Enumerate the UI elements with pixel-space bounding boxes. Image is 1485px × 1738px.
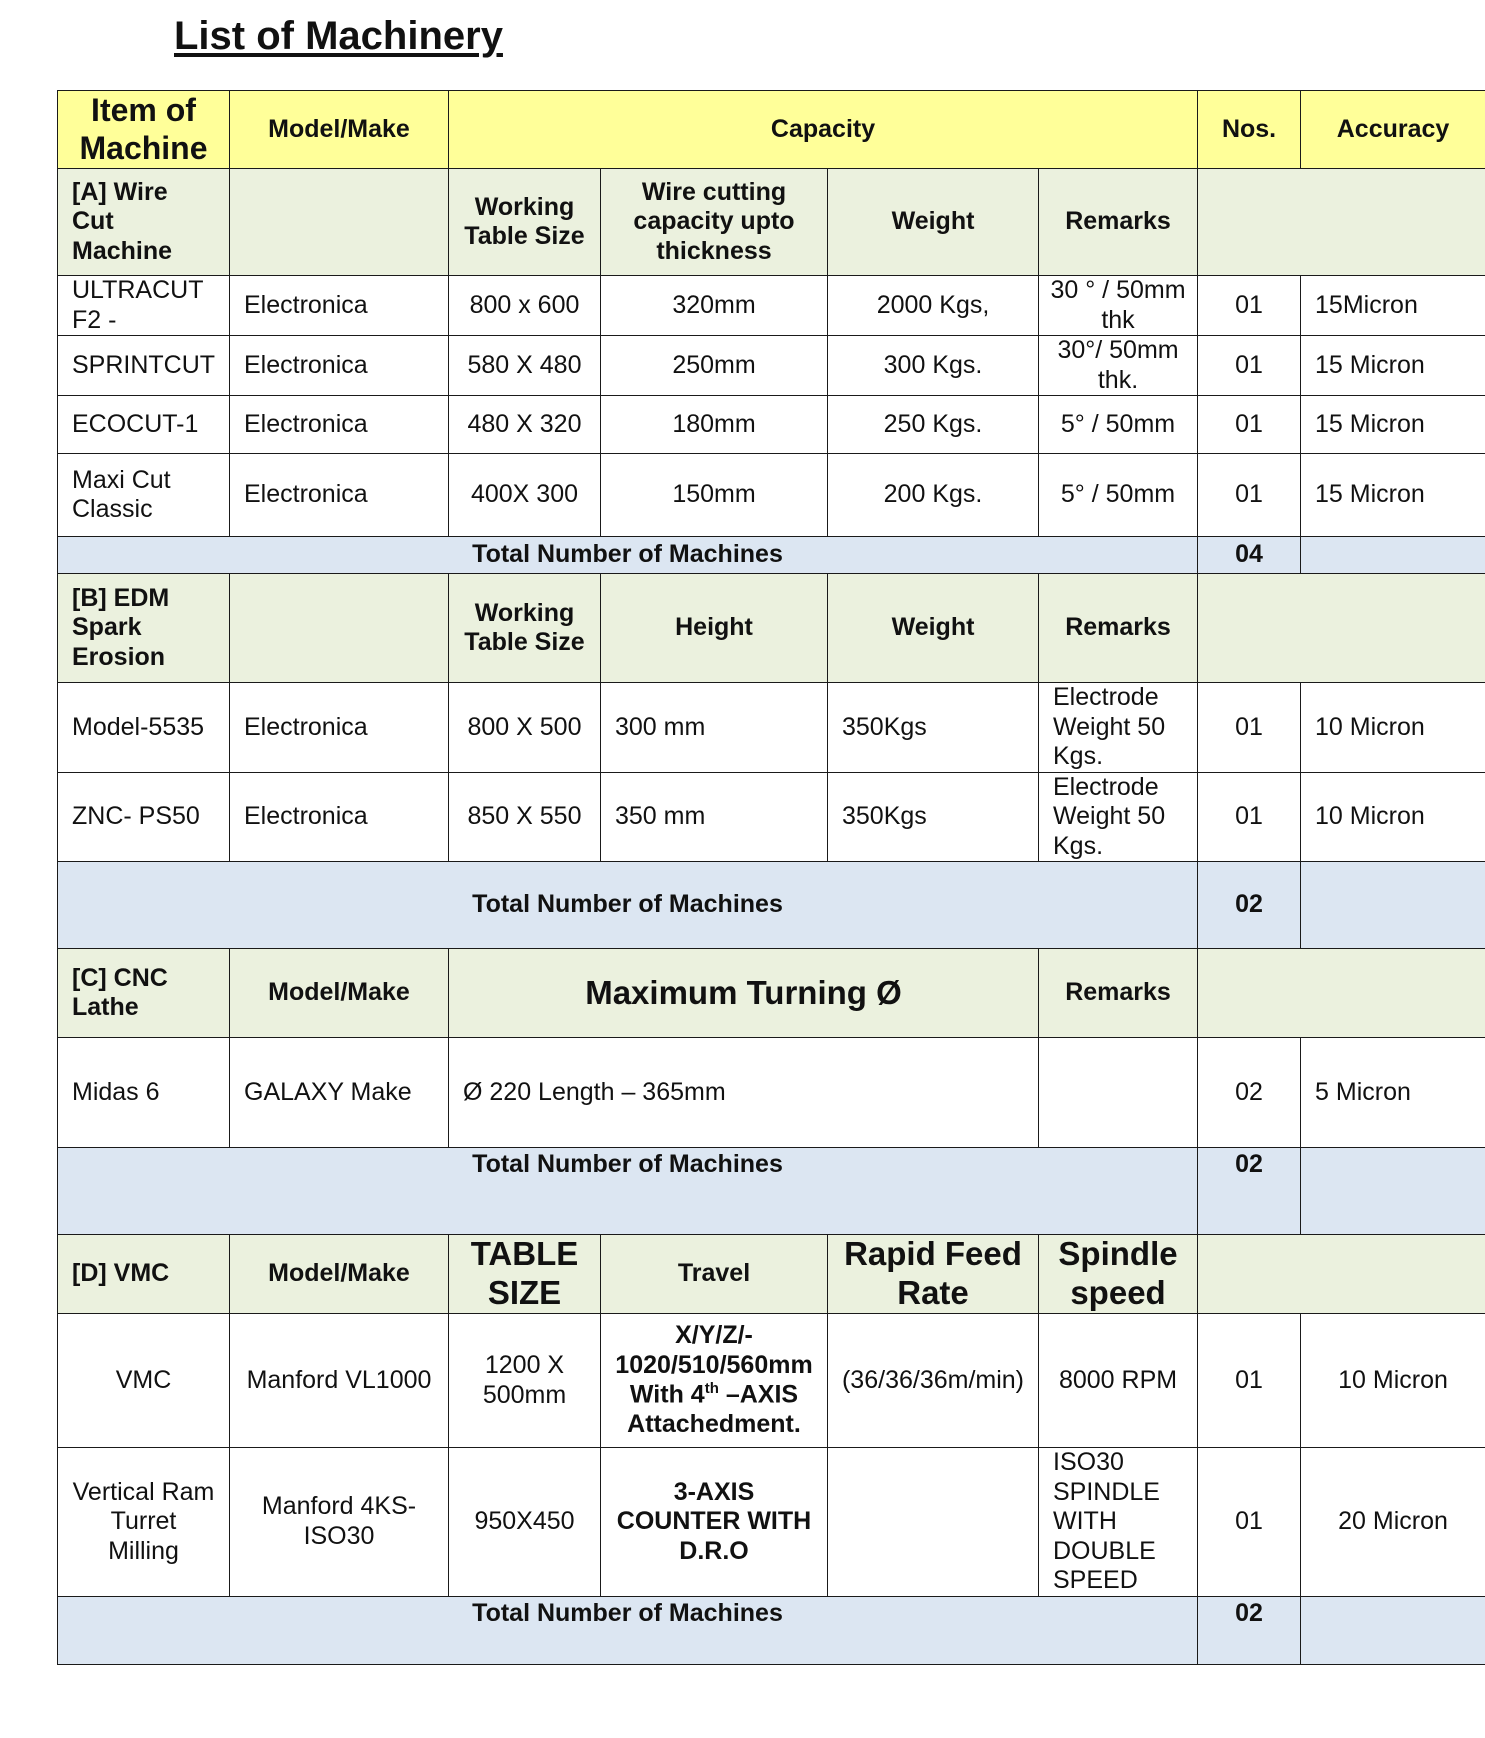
d1-travel-sup: th: [704, 1380, 719, 1398]
section-a-total: 04: [1198, 537, 1301, 574]
section-c-blank-right: [1198, 949, 1485, 1038]
d1-model: Manford VL1000: [230, 1314, 449, 1448]
section-d-total-row: [58, 1596, 1485, 1664]
d1-item: VMC: [58, 1314, 230, 1448]
a1-acc: 15Micron: [1301, 276, 1485, 336]
a2-weight: 300 Kgs.: [828, 336, 1039, 396]
a3-acc: 15 Micron: [1301, 396, 1485, 454]
a3-item: ECOCUT-1: [58, 396, 230, 454]
a2-model: Electronica: [230, 336, 449, 396]
section-c-name: [C] CNC Lathe: [58, 949, 230, 1038]
section-b-header: [58, 574, 1485, 683]
section-d-travel: Travel: [601, 1235, 828, 1314]
c1-model: GALAXY Make: [230, 1038, 449, 1148]
d1-rapid: (36/36/36m/min): [828, 1314, 1039, 1448]
a3-model: Electronica: [230, 396, 449, 454]
b2-model: Electronica: [230, 772, 449, 862]
header-item: Item of Machine: [58, 91, 230, 169]
section-c-total-row: [58, 1148, 1485, 1235]
d2-model: Manford 4KS-ISO30: [230, 1448, 449, 1597]
a1-remarks: 30 ° / 50mm thk: [1039, 276, 1198, 336]
section-c-model: Model/Make: [230, 949, 449, 1038]
c1-remarks: [1039, 1038, 1198, 1148]
a4-remarks: 5° / 50mm: [1039, 454, 1198, 537]
a4-table: 400X 300: [449, 454, 601, 537]
a3-table: 480 X 320: [449, 396, 601, 454]
b1-item: Model-5535: [58, 683, 230, 773]
a1-model: Electronica: [230, 276, 449, 336]
main-header-row: [58, 91, 1485, 169]
a4-nos: 01: [1198, 454, 1301, 537]
table-row: [58, 1038, 1485, 1148]
a2-acc: 15 Micron: [1301, 336, 1485, 396]
a4-model: Electronica: [230, 454, 449, 537]
section-d-total: 02: [1198, 1596, 1301, 1664]
section-a-col1: Working Table Size: [449, 169, 601, 276]
b2-height: 350 mm: [601, 772, 828, 862]
c1-nos: 02: [1198, 1038, 1301, 1148]
c1-acc: 5 Micron: [1301, 1038, 1485, 1148]
a1-nos: 01: [1198, 276, 1301, 336]
section-d-name: [D] VMC: [58, 1235, 230, 1314]
b2-table: 850 X 550: [449, 772, 601, 862]
d1-travel-b: –AXIS Attachedment.: [627, 1380, 801, 1439]
a2-item: SPRINTCUT: [58, 336, 230, 396]
section-a-col4: Remarks: [1039, 169, 1198, 276]
d2-acc: 20 Micron: [1301, 1448, 1485, 1597]
d1-nos: 01: [1198, 1314, 1301, 1448]
section-c-remarks: Remarks: [1039, 949, 1198, 1038]
d1-acc: 10 Micron: [1301, 1314, 1485, 1448]
section-a-total-blank: [1301, 537, 1485, 574]
d1-table: 1200 X 500mm: [449, 1314, 601, 1448]
section-b-col3: Weight: [828, 574, 1039, 683]
a1-table: 800 x 600: [449, 276, 601, 336]
section-b-total-blank: [1301, 862, 1485, 949]
table-row: [58, 454, 1485, 537]
b1-acc: 10 Micron: [1301, 683, 1485, 773]
header-model: Model/Make: [230, 91, 449, 169]
a2-remarks: 30°/ 50mm thk.: [1039, 336, 1198, 396]
section-d-blank-right: [1198, 1235, 1485, 1314]
section-a-col2: Wire cutting capacity upto thickness: [601, 169, 828, 276]
section-d-model: Model/Make: [230, 1235, 449, 1314]
table-row: [58, 772, 1485, 862]
section-a-col3: Weight: [828, 169, 1039, 276]
section-b-col2: Height: [601, 574, 828, 683]
a4-cap: 150mm: [601, 454, 828, 537]
b1-height: 300 mm: [601, 683, 828, 773]
page-title: List of Machinery: [174, 14, 503, 58]
a3-nos: 01: [1198, 396, 1301, 454]
d2-travel: 3-AXIS COUNTER WITH D.R.O: [601, 1448, 828, 1597]
b1-weight: 350Kgs: [828, 683, 1039, 773]
section-c-total-blank: [1301, 1148, 1485, 1235]
a3-cap: 180mm: [601, 396, 828, 454]
machinery-table: [57, 90, 1485, 1665]
c1-item: Midas 6: [58, 1038, 230, 1148]
d1-travel-a: X/Y/Z/- 1020/510/560mm With 4: [615, 1321, 813, 1409]
a4-acc: 15 Micron: [1301, 454, 1485, 537]
d2-rapid: [828, 1448, 1039, 1597]
section-a-name: [A] Wire Cut Machine: [58, 169, 230, 276]
section-d-total-label: Total Number of Machines: [58, 1596, 1198, 1664]
b2-remarks: Electrode Weight 50 Kgs.: [1039, 772, 1198, 862]
section-a-blank: [230, 169, 449, 276]
b1-model: Electronica: [230, 683, 449, 773]
section-d-spindle: Spindle speed: [1039, 1235, 1198, 1314]
d1-spindle: 8000 RPM: [1039, 1314, 1198, 1448]
table-row: [58, 683, 1485, 773]
a2-table: 580 X 480: [449, 336, 601, 396]
section-a-blank-right: [1198, 169, 1485, 276]
table-row: [58, 396, 1485, 454]
section-a-total-row: [58, 537, 1485, 574]
b1-nos: 01: [1198, 683, 1301, 773]
a1-weight: 2000 Kgs,: [828, 276, 1039, 336]
table-row: [58, 276, 1485, 336]
a2-cap: 250mm: [601, 336, 828, 396]
d1-travel: [601, 1314, 828, 1448]
header-capacity: Capacity: [449, 91, 1198, 169]
section-b-total-label: Total Number of Machines: [58, 862, 1198, 949]
a4-weight: 200 Kgs.: [828, 454, 1039, 537]
a3-remarks: 5° / 50mm: [1039, 396, 1198, 454]
header-accuracy: Accuracy: [1301, 91, 1485, 169]
section-b-total: 02: [1198, 862, 1301, 949]
table-row: [58, 1314, 1485, 1448]
d2-spindle: ISO30 SPINDLE WITH DOUBLE SPEED: [1039, 1448, 1198, 1597]
b1-remarks: Electrode Weight 50 Kgs.: [1039, 683, 1198, 773]
a4-item: Maxi Cut Classic: [58, 454, 230, 537]
b2-nos: 01: [1198, 772, 1301, 862]
section-d-header: [58, 1235, 1485, 1314]
table-row: [58, 1448, 1485, 1597]
section-b-col4: Remarks: [1039, 574, 1198, 683]
section-d-total-blank: [1301, 1596, 1485, 1664]
d2-table: 950X450: [449, 1448, 601, 1597]
table-row: [58, 336, 1485, 396]
section-c-header: [58, 949, 1485, 1038]
header-nos: Nos.: [1198, 91, 1301, 169]
a3-weight: 250 Kgs.: [828, 396, 1039, 454]
c1-turning: Ø 220 Length – 365mm: [449, 1038, 1039, 1148]
a1-cap: 320mm: [601, 276, 828, 336]
b2-weight: 350Kgs: [828, 772, 1039, 862]
section-c-total: 02: [1198, 1148, 1301, 1235]
section-a-header: [58, 169, 1485, 276]
section-c-total-label: Total Number of Machines: [58, 1148, 1198, 1235]
section-b-blank: [230, 574, 449, 683]
b2-item: ZNC- PS50: [58, 772, 230, 862]
b2-acc: 10 Micron: [1301, 772, 1485, 862]
section-d-table: TABLE SIZE: [449, 1235, 601, 1314]
section-b-col1: Working Table Size: [449, 574, 601, 683]
b1-table: 800 X 500: [449, 683, 601, 773]
section-a-total-label: Total Number of Machines: [58, 537, 1198, 574]
section-b-blank-right: [1198, 574, 1485, 683]
section-d-rapid: Rapid Feed Rate: [828, 1235, 1039, 1314]
d2-nos: 01: [1198, 1448, 1301, 1597]
section-c-turning: Maximum Turning Ø: [449, 949, 1039, 1038]
section-b-total-row: [58, 862, 1485, 949]
a2-nos: 01: [1198, 336, 1301, 396]
d2-item: Vertical Ram Turret Milling: [58, 1448, 230, 1597]
section-b-name: [B] EDM Spark Erosion: [58, 574, 230, 683]
a1-item: ULTRACUT F2 -: [58, 276, 230, 336]
